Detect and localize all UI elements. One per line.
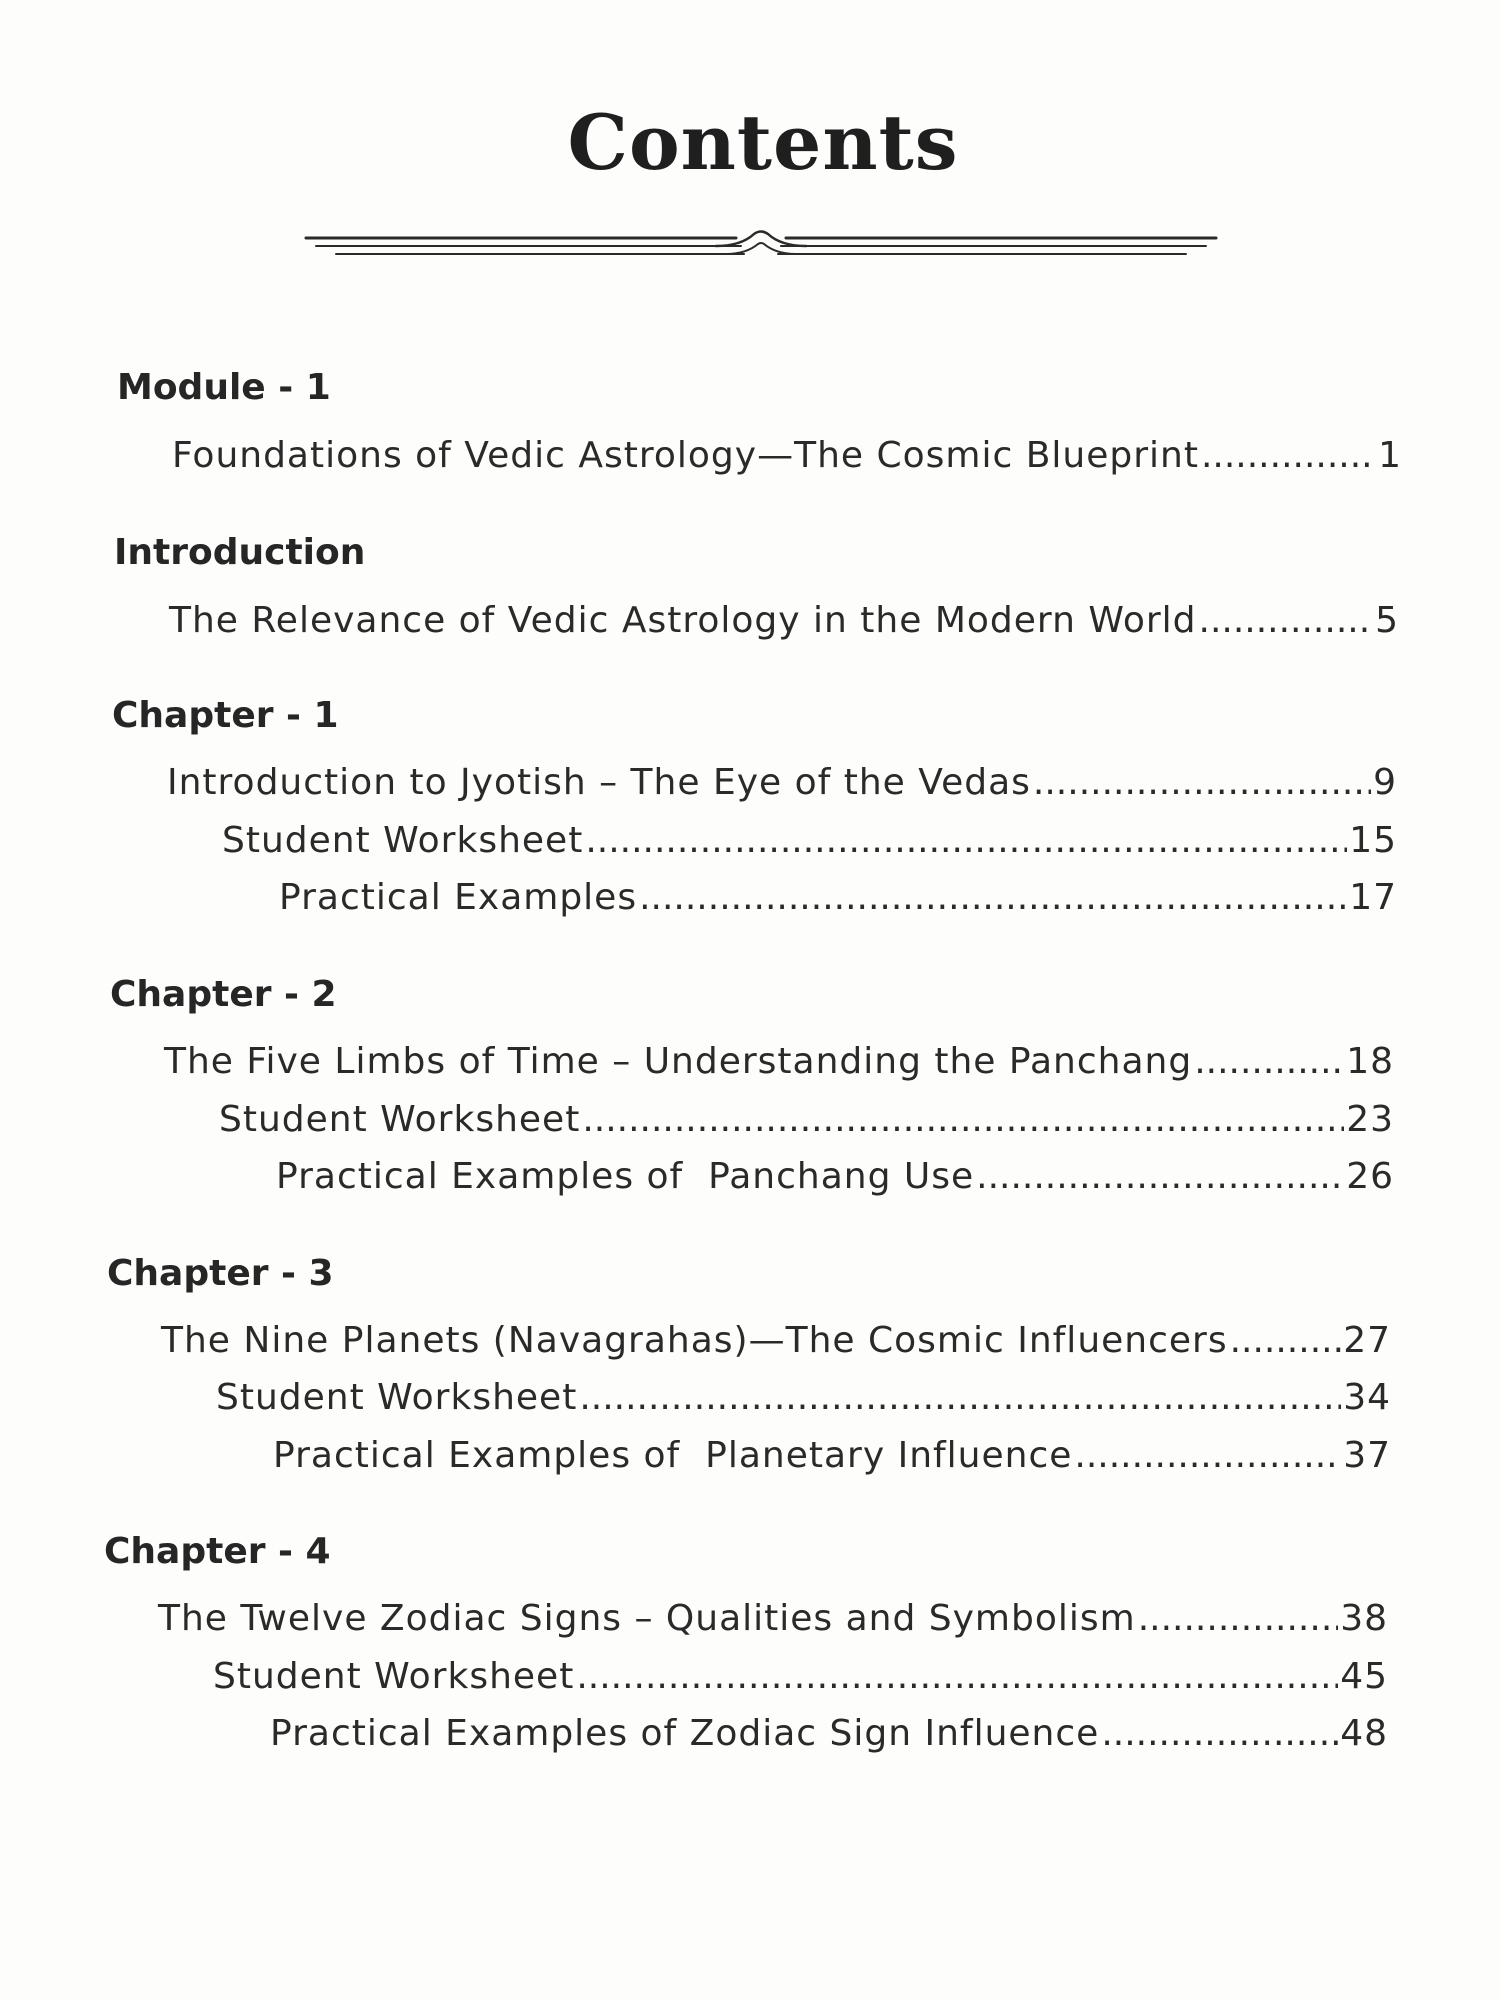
toc-entry-label: The Relevance of Vedic Astrology in the Modern World (169, 600, 1197, 641)
toc-entry-page: 27 (1343, 1320, 1391, 1361)
section-heading-chapter-4: Chapter - 4 (104, 1531, 331, 1572)
toc-entry-foundations[interactable] (172, 435, 1402, 476)
section-heading-chapter-3: Chapter - 3 (107, 1253, 334, 1294)
toc-entry-ch3-examples[interactable] (273, 1435, 1391, 1476)
leader-dots (1033, 765, 1371, 801)
toc-entry-label: Student Worksheet (213, 1656, 575, 1697)
toc-entry-page: 37 (1343, 1435, 1391, 1476)
toc-entry-five-limbs[interactable] (164, 1041, 1394, 1082)
leader-dots (639, 880, 1347, 916)
section-heading-module-1: Module - 1 (117, 367, 331, 408)
toc-entry-page: 38 (1340, 1598, 1388, 1639)
leader-dots (576, 1659, 1338, 1695)
toc-entry-ch1-worksheet[interactable] (222, 820, 1397, 861)
toc-entry-label: Practical Examples of Panchang Use (276, 1156, 975, 1197)
toc-entry-ch4-examples[interactable] (270, 1713, 1388, 1754)
toc-entry-label: Practical Examples of Zodiac Sign Influence (270, 1713, 1100, 1754)
toc-entry-label: Student Worksheet (216, 1377, 578, 1418)
leader-dots (1230, 1323, 1342, 1359)
toc-entry-label: The Nine Planets (Navagrahas)—The Cosmic Influencers (161, 1320, 1228, 1361)
toc-entry-ch2-examples[interactable] (276, 1156, 1394, 1197)
toc-entry-label: Practical Examples (279, 877, 638, 918)
leader-dots (1138, 1601, 1338, 1637)
toc-entry-page: 18 (1346, 1041, 1394, 1082)
toc-entry-label: The Twelve Zodiac Signs – Qualities and Symbolism (158, 1598, 1136, 1639)
toc-entry-ch3-worksheet[interactable] (216, 1377, 1391, 1418)
toc-entry-label: Introduction to Jyotish – The Eye of the Vedas (167, 762, 1031, 803)
toc-entry-zodiac-signs[interactable] (158, 1598, 1388, 1639)
leader-dots (976, 1159, 1344, 1195)
toc-entry-page: 48 (1340, 1713, 1388, 1754)
toc-entry-page: 45 (1340, 1656, 1388, 1697)
toc-entry-ch1-examples[interactable] (279, 877, 1397, 918)
toc-entry-ch4-worksheet[interactable] (213, 1656, 1388, 1697)
toc-entry-label: Practical Examples of Planetary Influence (273, 1435, 1073, 1476)
toc-entry-page: 15 (1349, 820, 1397, 861)
leader-dots (1199, 603, 1374, 639)
toc-entry-page: 5 (1375, 600, 1399, 641)
page-title: Contents (567, 98, 959, 187)
leader-dots (1074, 1438, 1341, 1474)
section-heading-chapter-2: Chapter - 2 (110, 974, 337, 1015)
leader-dots (585, 823, 1347, 859)
toc-entry-page: 34 (1343, 1377, 1391, 1418)
toc-entry-page: 1 (1378, 435, 1402, 476)
toc-entry-label: Student Worksheet (219, 1099, 581, 1140)
toc-entry-page: 23 (1346, 1099, 1394, 1140)
section-heading-chapter-1: Chapter - 1 (112, 695, 339, 736)
toc-entry-page: 26 (1346, 1156, 1394, 1197)
toc-entry-ch2-worksheet[interactable] (219, 1099, 1394, 1140)
toc-entry-page: 9 (1373, 762, 1397, 803)
toc-entry-nine-planets[interactable] (161, 1320, 1391, 1361)
leader-dots (1201, 438, 1376, 474)
leader-dots (1194, 1044, 1344, 1080)
leader-dots (579, 1380, 1341, 1416)
title-ornament-divider (296, 230, 1226, 264)
toc-entry-label: The Five Limbs of Time – Understanding the Panchang (164, 1041, 1193, 1082)
toc-entry-relevance[interactable] (169, 600, 1399, 641)
toc-entry-jyotish[interactable] (167, 762, 1397, 803)
leader-dots (1101, 1716, 1338, 1752)
leader-dots (582, 1102, 1344, 1138)
section-heading-introduction: Introduction (114, 532, 366, 573)
toc-entry-label: Foundations of Vedic Astrology—The Cosmic Blueprint (172, 435, 1199, 476)
toc-entry-page: 17 (1349, 877, 1397, 918)
toc-entry-label: Student Worksheet (222, 820, 584, 861)
